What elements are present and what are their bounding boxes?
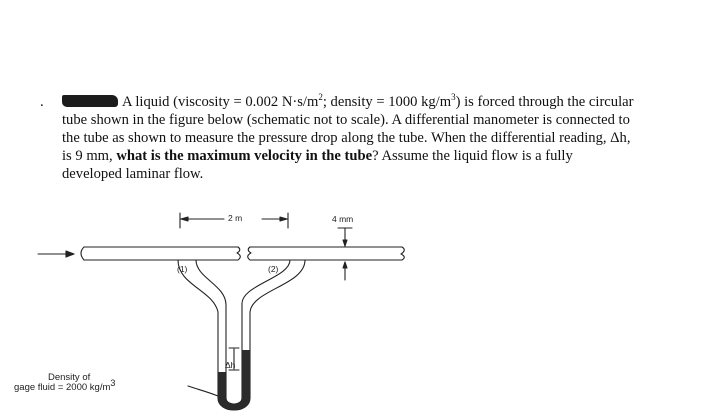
problem-line-4 <box>62 147 717 165</box>
spacing-label: 2 m <box>228 213 243 223</box>
gage-fluid-caption <box>14 373 189 393</box>
redacted-problem-number <box>62 95 118 107</box>
problem-statement <box>40 92 717 183</box>
problem-line-1-mid: ; density = 1000 kg/m <box>322 94 452 110</box>
flow-arrow-icon <box>38 251 74 257</box>
problem-question-bold: what is the maximum velocity in the tube <box>116 148 373 164</box>
delta-h-label: Δh <box>225 360 236 370</box>
caption-superscript: 3 <box>110 378 116 388</box>
caption-line-2-text: gage fluid = 2000 kg/m <box>14 382 111 394</box>
pipe-segment-left <box>81 247 240 260</box>
diameter-label: 4 mm <box>332 214 354 224</box>
caption-line-2 <box>14 378 189 394</box>
station-2-label: (2) <box>268 264 279 274</box>
problem-line-4-start: is 9 mm, <box>62 148 117 164</box>
pipe-segment-right <box>248 247 405 260</box>
list-bullet: . <box>40 94 44 110</box>
problem-line-1-end: ) is forced through the circular <box>455 94 634 110</box>
problem-line-5: developed laminar flow. <box>62 166 204 182</box>
problem-line-2: tube shown in the figure below (schematic not to scale). A differential manometer is connected to <box>62 112 630 128</box>
problem-line-1 <box>62 93 717 111</box>
caption-leader-line <box>188 386 218 396</box>
dimension-4mm <box>338 228 352 280</box>
problem-line-3: the tube as shown to measure the pressure drop along the tube. When the differential reading, Δh, <box>62 130 631 146</box>
manometer-tap-right <box>242 260 305 398</box>
superscript-3: 3 <box>451 92 456 103</box>
problem-line-4-end: ? Assume the liquid flow is a fully <box>372 148 573 164</box>
superscript-2: 2 <box>318 92 323 103</box>
problem-line-1-text: A liquid (viscosity = 0.002 N·s/m <box>122 94 319 110</box>
caption-line-1: Density of <box>48 372 91 383</box>
station-1-label: (1) <box>177 264 188 274</box>
